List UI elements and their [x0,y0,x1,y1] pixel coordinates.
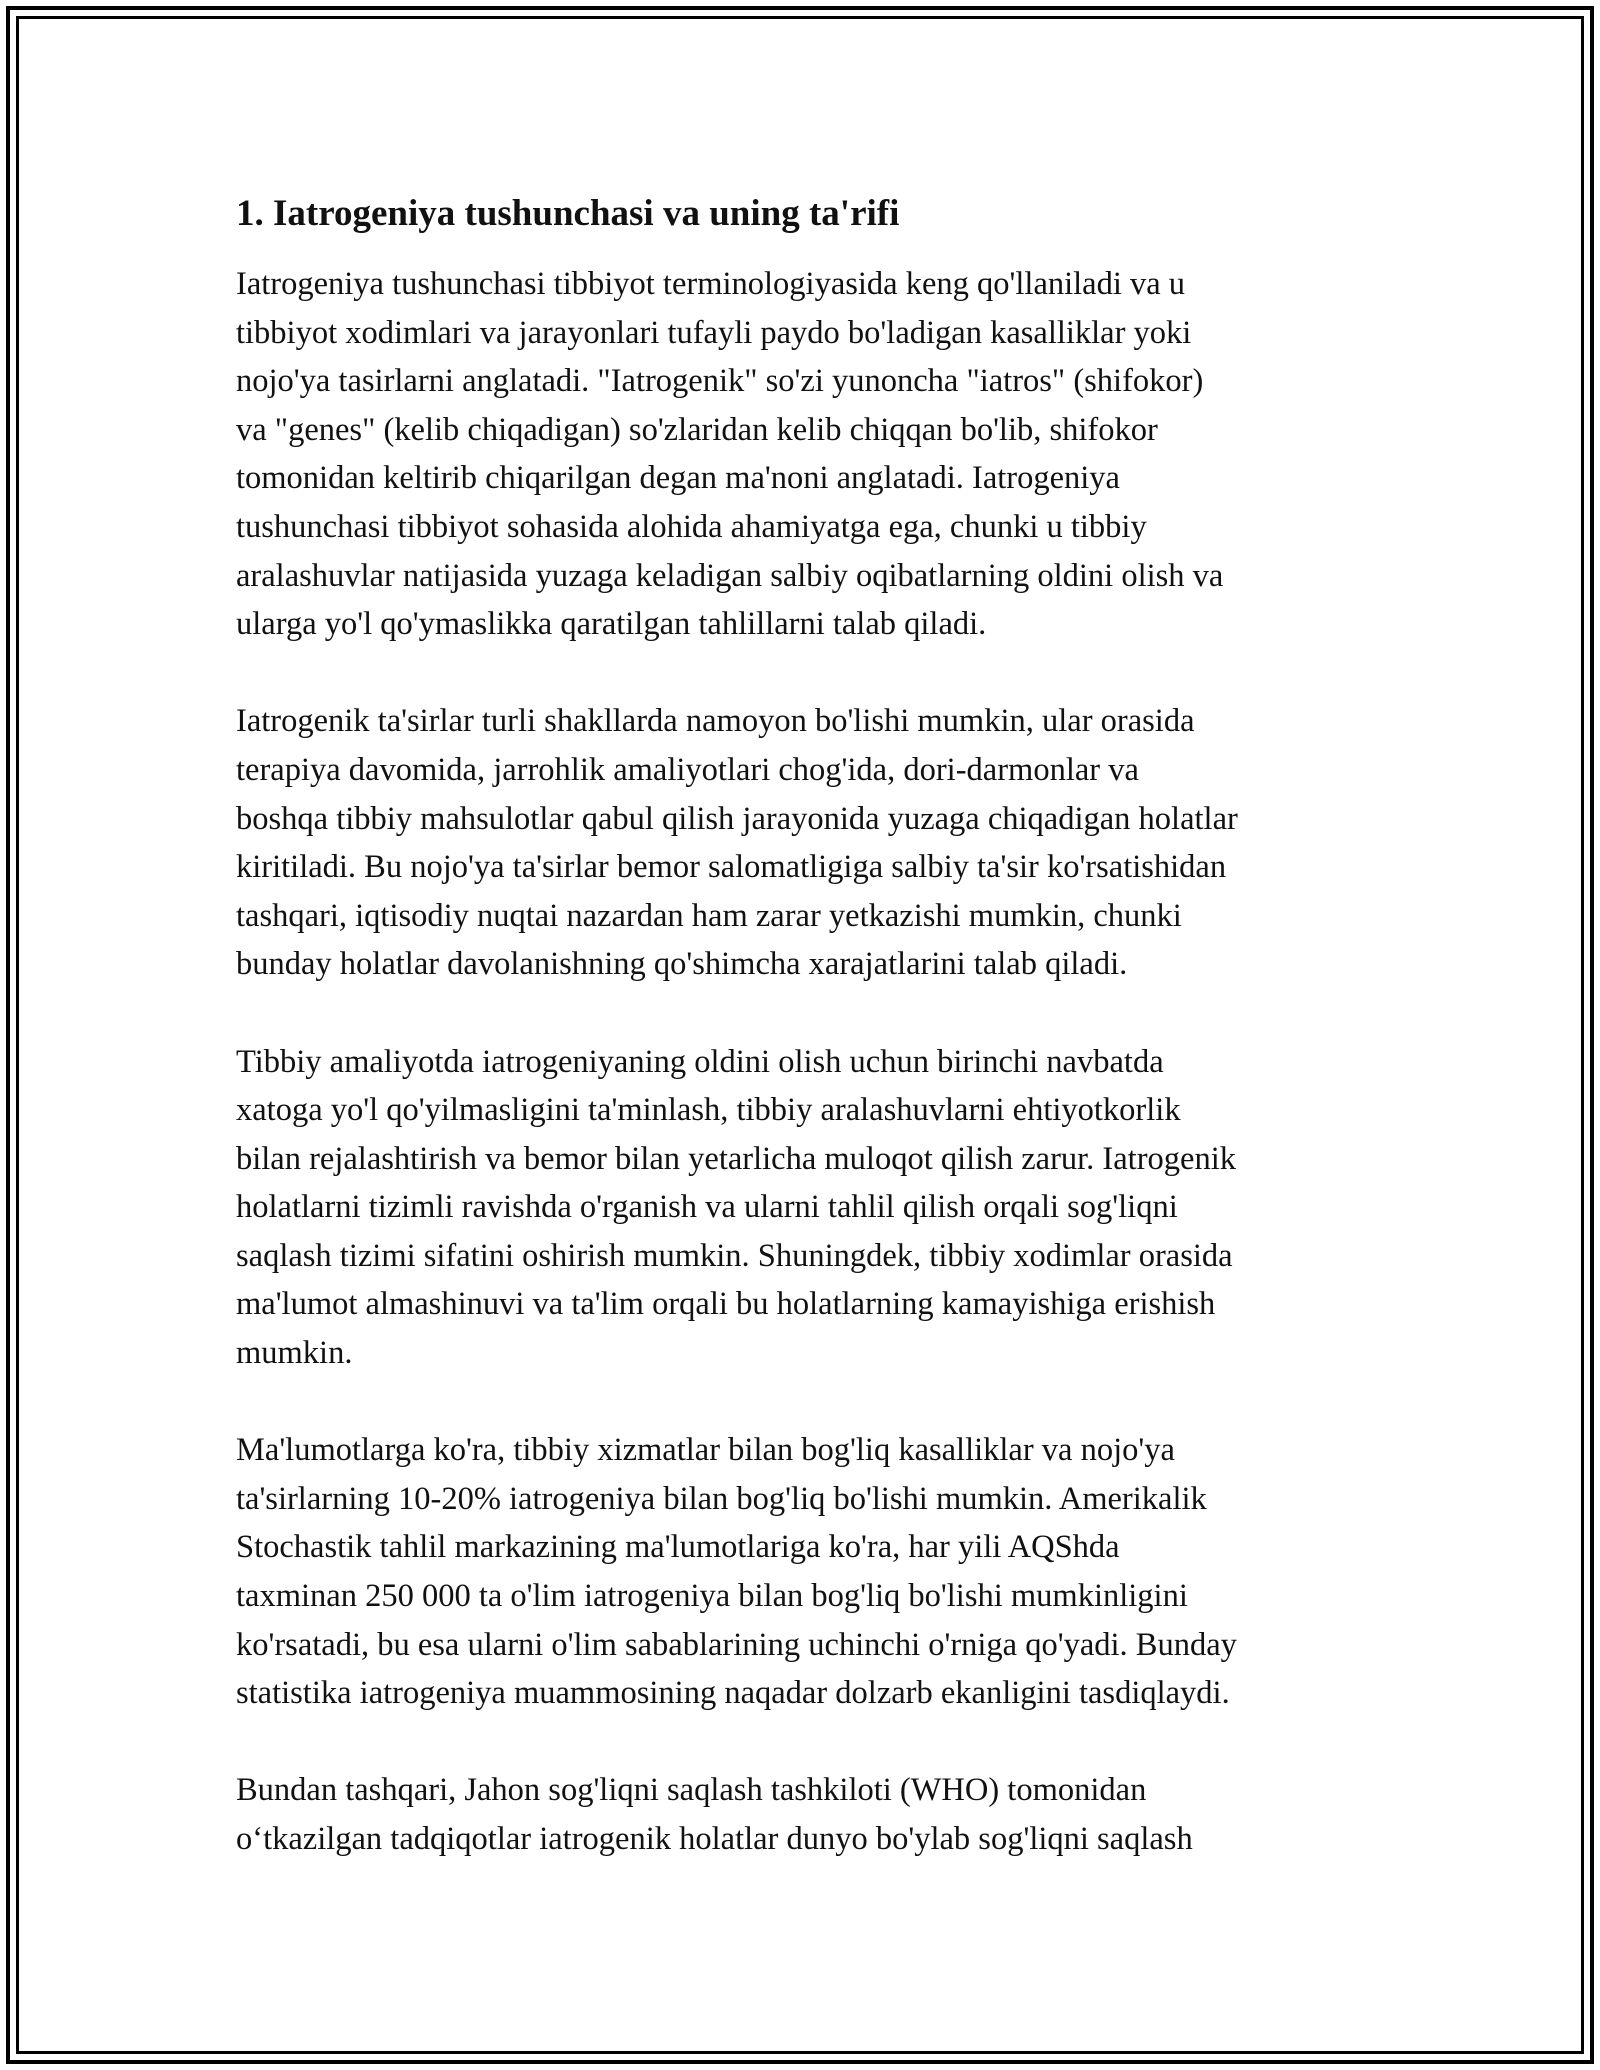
text-line: boshqa tibbiy mahsulotlar qabul qilish jarayonida yuzaga chiqadigan holatlar [236,800,1238,837]
paragraph-statistics [236,1426,1381,1718]
text-line: bilan rejalashtirish va bemor bilan yetarlicha muloqot qilish zarur. Iatrogenik [236,1140,1236,1177]
text-line: bunday holatlar davolanishning qo'shimcha xarajatlarini talab qiladi. [236,946,1128,983]
text-line: ularga yo'l qo'ymaslikka qaratilgan tahlillarni talab qiladi. [236,606,987,643]
text-line: statistika iatrogeniya muammosining naqadar dolzarb ekanligini tasdiqlaydi. [236,1675,1230,1712]
text-line: tomonidan keltirib chiqarilgan degan ma'noni anglatadi. Iatrogeniya [236,460,1120,497]
text-line: kiritiladi. Bu nojo'ya ta'sirlar bemor salomatligiga salbiy ta'sir ko'rsatishidan [236,849,1227,886]
text-line: mumkin. [236,1335,353,1372]
paragraph-who [236,1766,1381,1863]
text-line: o‘tkazilgan tadqiqotlar iatrogenik holatlar dunyo bo'ylab sog'liqni saqlash [236,1821,1193,1857]
text-line: Bundan tashqari, Jahon sog'liqni saqlash tashkiloti (WHO) tomonidan [236,1772,1147,1809]
text-line: xatoga yo'l qo'yilmasligini ta'minlash, tibbiy aralashuvlarni ehtiyotkorlik [236,1092,1181,1129]
text-line: holatlarni tizimli ravishda o'rganish va ularni tahlil qilish orqali sog'liqni [236,1189,1178,1226]
text-line: Tibbiy amaliyotda iatrogeniyaning oldini olish uchun birinchi navbatda [236,1043,1164,1080]
section-heading: 1. Iatrogeniya tushunchasi va uning ta'rifi [236,193,900,234]
text-line: va "genes" (kelib chiqadigan) so'zlaridan kelib chiqqan bo'lib, shifokor [236,411,1158,448]
text-line: Iatrogeniya tushunchasi tibbiyot terminologiyasida keng qo'llaniladi va u [236,266,1186,302]
text-line: Ma'lumotlarga ko'ra, tibbiy xizmatlar bilan bog'liq kasalliklar va nojo'ya [236,1432,1175,1469]
text-line: saqlash tizimi sifatini oshirish mumkin. Shuningdek, tibbiy xodimlar orasida [236,1237,1233,1274]
text-line: ko'rsatadi, bu esa ularni o'lim sabablarining uchinchi o'rniga qo'yadi. Bunday [236,1626,1237,1663]
paragraph-prevention [236,1038,1381,1378]
text-line: tushunchasi tibbiyot sohasida alohida ahamiyatga ega, chunki u tibbiy [236,508,1147,545]
text-line: nojo'ya tasirlarni anglatadi. "Iatrogenik" so'zi yunoncha "iatros" (shifokor) [236,363,1204,400]
text-line: ta'sirlarning 10-20% iatrogeniya bilan bog'liq bo'lishi mumkin. Amerikalik [236,1480,1207,1517]
text-line: tashqari, iqtisodiy nuqtai nazardan ham zarar yetkazishi mumkin, chunki [236,897,1182,934]
text-line: terapiya davomida, jarrohlik amaliyotlari chog'ida, dori-darmonlar va [236,751,1139,788]
paragraph-forms [236,697,1381,989]
text-line: Stochastik tahlil markazining ma'lumotlariga ko'ra, har yili AQShda [236,1529,1120,1566]
text-line: ma'lumot almashinuvi va ta'lim orqali bu holatlarning kamayishiga erishish [236,1286,1216,1323]
text-line: Iatrogenik ta'sirlar turli shakllarda namoyon bo'lishi mumkin, ular orasida [236,703,1195,740]
text-line: tibbiyot xodimlari va jarayonlari tufayli paydo bo'ladigan kasalliklar yoki [236,314,1192,351]
document-body [236,190,1381,1912]
paragraph-definition [236,260,1381,649]
text-line: taxminan 250 000 ta o'lim iatrogeniya bilan bog'liq bo'lishi mumkinligini [236,1578,1188,1615]
text-line: aralashuvlar natijasida yuzaga keladigan salbiy oqibatlarning oldini olish va [236,557,1224,594]
